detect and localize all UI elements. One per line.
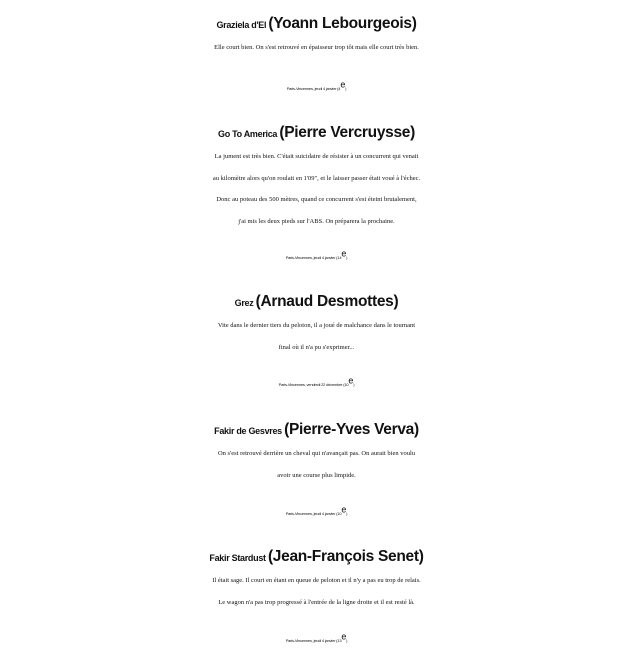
horse-name: Go To America <box>218 129 278 139</box>
quote-text <box>0 37 633 59</box>
race-ordinal: e <box>340 79 346 90</box>
horse-name: Graziela d'El <box>216 20 267 30</box>
entry-title <box>0 545 633 570</box>
quote-text <box>0 570 633 613</box>
jockey-name: (Pierre-Yves Verva) <box>284 421 419 438</box>
horse-name: Fakir Stardust <box>209 553 266 563</box>
quote-line: Il était sage. Il court en étant en queue de peloton et il n'y a pas eu trop de relais. <box>212 577 421 584</box>
race-info <box>0 505 633 523</box>
race-close: ) <box>346 511 348 516</box>
race-label: Paris-Vincennes, jeudi 4 janvier (14 <box>285 255 342 260</box>
entry-title <box>0 121 633 146</box>
quote-line: Le wagon n'a pas trop progressé à l'entrée de la ligne droite et il est resté là. <box>218 598 415 606</box>
entry-title <box>0 290 633 315</box>
entry-grez <box>0 290 633 358</box>
race-ordinal: e <box>348 375 354 386</box>
quote-text <box>0 146 633 232</box>
quote-line: Elle court bien. On s'est retrouvé en épaisseur trop tôt mais elle court très bien. <box>214 44 419 51</box>
quote-line: avoir une course plus limpide. <box>277 471 356 479</box>
race-info <box>0 80 633 98</box>
race-info <box>0 376 633 394</box>
entry-title <box>0 418 633 443</box>
jockey-name: (Yoann Lebourgeois) <box>268 15 417 32</box>
horse-name: Grez <box>234 298 254 308</box>
race-ordinal: e <box>341 248 347 259</box>
quote-line: On s'est retrouvé derrière un cheval qui n'avançait pas. On aurait bien voulu <box>217 450 416 457</box>
quote-line: j'ai mis les deux pieds sur l'ABS. On préparera la prochaine. <box>238 217 395 225</box>
race-close: ) <box>353 382 355 387</box>
quote-text <box>0 443 633 486</box>
entry-graziela <box>0 12 633 59</box>
race-label: Paris-Vincennes, jeudi 4 janvier (10 <box>285 511 342 516</box>
entry-go-to-america <box>0 121 633 232</box>
horse-name: Fakir de Gesvres <box>214 426 282 436</box>
quote-line: au kilomètre alors qu'on roulait en 1'09", et le laisser passer était voué à l'échec. <box>212 174 421 182</box>
quote-line: La jument est très bien. C'était suicidaire de résister à un concurrent qui venait <box>214 153 419 160</box>
race-ordinal: e <box>341 631 347 642</box>
jockey-name: (Pierre Vercruysse) <box>279 124 415 141</box>
race-close: ) <box>346 255 348 260</box>
entry-title <box>0 12 633 37</box>
entry-fakir-stardust <box>0 545 633 613</box>
race-label: Paris-Vincennes, jeudi 4 janvier (13 <box>285 638 342 643</box>
jockey-name: (Arnaud Desmottes) <box>255 293 399 310</box>
race-close: ) <box>346 638 348 643</box>
entry-fakir-de-gesvres <box>0 418 633 486</box>
race-info <box>0 632 633 650</box>
quote-text <box>0 315 633 358</box>
race-close: ) <box>345 86 347 91</box>
race-info <box>0 249 633 267</box>
quote-line: Donc au poteau des 500 mètres, quand ce concurrent s'est éteint brutalement, <box>216 196 417 203</box>
quote-line: final où il n'a pu s'exprimer... <box>278 343 355 351</box>
quote-line: Vite dans le dernier tiers du peloton, il a joué de malchance dans le tournant <box>217 322 416 329</box>
race-ordinal: e <box>341 504 347 515</box>
race-label: Paris-Vincennes, vendredi 22 décembre (10 <box>278 382 349 387</box>
race-label: Paris-Vincennes, jeudi 4 janvier (4 <box>286 86 341 91</box>
jockey-name: (Jean-François Senet) <box>267 548 424 565</box>
